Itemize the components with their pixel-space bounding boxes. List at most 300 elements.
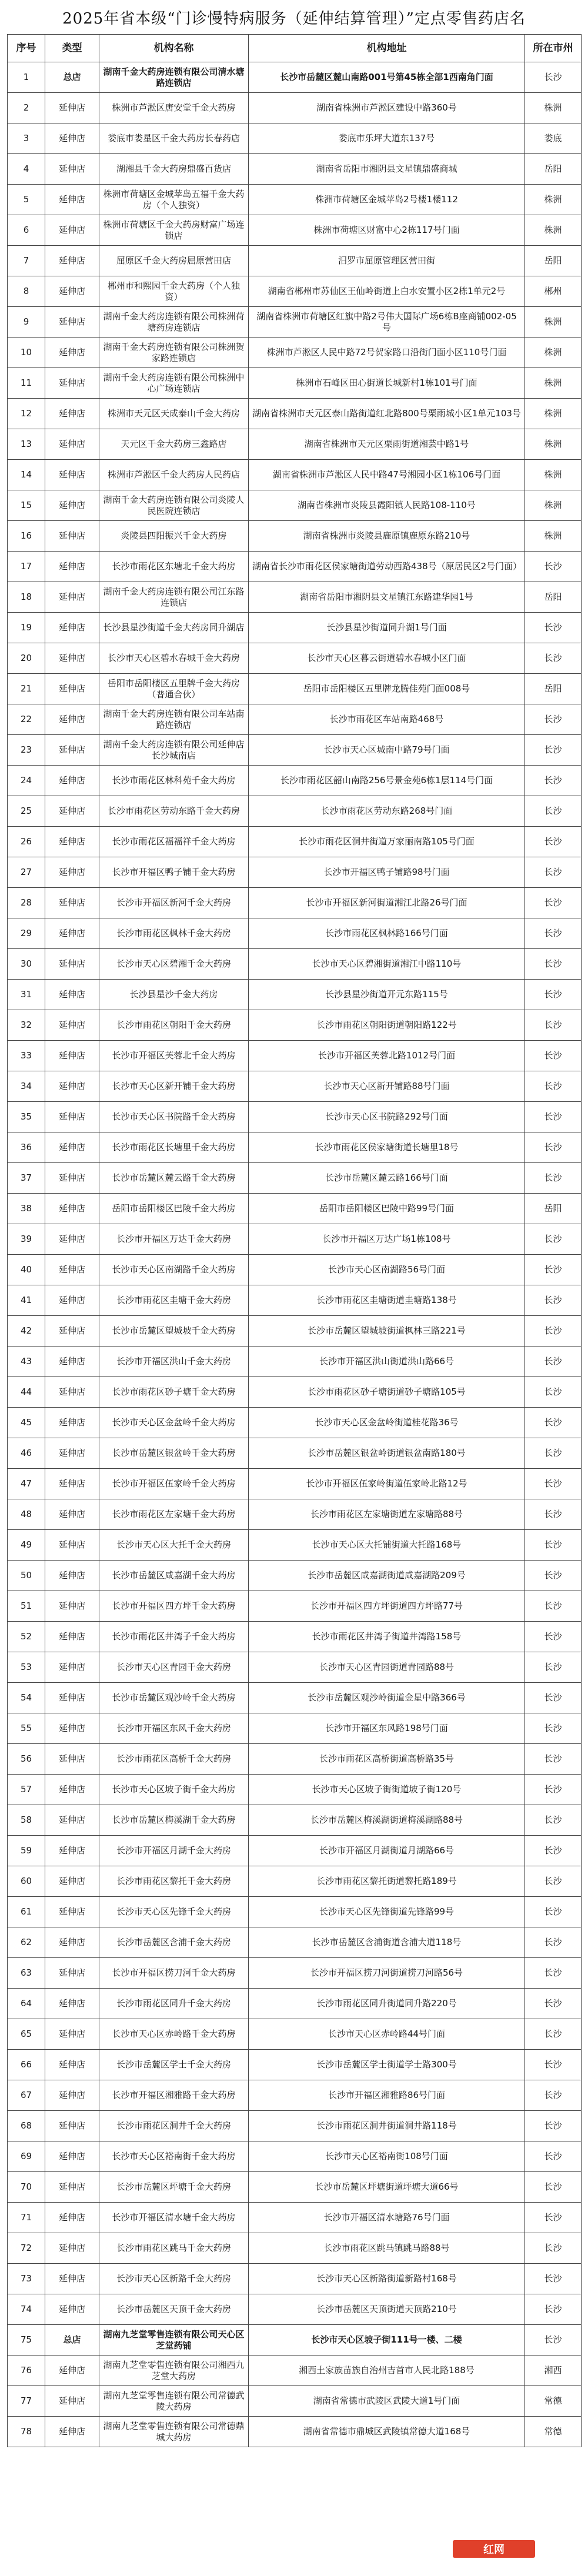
table-row <box>8 368 582 399</box>
row-seq: 66 <box>8 2050 45 2080</box>
row-seq: 27 <box>8 857 45 888</box>
row-type: 延伸店 <box>45 2356 99 2386</box>
row-name: 长沙市开福区洪山千金大药房 <box>99 1347 249 1377</box>
table-row <box>8 1561 582 1591</box>
row-type: 延伸店 <box>45 704 99 735</box>
row-type: 延伸店 <box>45 1927 99 1958</box>
table-row <box>8 521 582 552</box>
row-address: 长沙市雨花区井湾子街道井湾路158号 <box>249 1622 525 1652</box>
row-city: 长沙 <box>525 613 582 643</box>
row-seq: 78 <box>8 2417 45 2447</box>
row-address: 长沙市开福区清水塘路76号门面 <box>249 2203 525 2233</box>
row-type: 延伸店 <box>45 1438 99 1469</box>
row-seq: 10 <box>8 338 45 368</box>
row-seq: 43 <box>8 1347 45 1377</box>
row-name: 娄底市娄星区千金大药房长春药店 <box>99 123 249 154</box>
row-seq: 56 <box>8 1744 45 1775</box>
row-address: 长沙市雨花区朝阳街道朝阳路122号 <box>249 1010 525 1041</box>
row-name: 湖南九芝堂零售连锁有限公司湘西九芝堂大药房 <box>99 2356 249 2386</box>
row-address: 湖南省株洲市天元区泰山路街道红北路800号栗雨城小区1单元103号 <box>249 399 525 429</box>
table-row <box>8 1499 582 1530</box>
row-name: 长沙市天心区赤岭路千金大药房 <box>99 2019 249 2050</box>
row-name: 长沙市开福区新河千金大药房 <box>99 888 249 918</box>
row-type: 延伸店 <box>45 1622 99 1652</box>
table-row <box>8 613 582 643</box>
row-address: 长沙市天心区书院路292号门面 <box>249 1102 525 1132</box>
row-city: 长沙 <box>525 552 582 582</box>
row-seq: 4 <box>8 154 45 185</box>
row-name: 湖南千金大药房连锁有限公司株洲荷塘药房连锁店 <box>99 307 249 338</box>
table-row <box>8 827 582 857</box>
table-row <box>8 1744 582 1775</box>
row-city: 长沙 <box>525 1591 582 1622</box>
table-row <box>8 1438 582 1469</box>
row-city: 长沙 <box>525 1255 582 1285</box>
table-row <box>8 796 582 827</box>
row-seq: 21 <box>8 674 45 704</box>
row-city: 长沙 <box>525 1866 582 1897</box>
row-city: 长沙 <box>525 1958 582 1989</box>
row-city: 郴州 <box>525 276 582 307</box>
row-name: 屈原区千金大药房屈原营田店 <box>99 246 249 276</box>
row-type: 延伸店 <box>45 1866 99 1897</box>
row-address: 湖南省常德市武陵区武陵大道1号门面 <box>249 2386 525 2417</box>
row-type: 总店 <box>45 2325 99 2356</box>
row-address: 长沙市雨花区洞井街道万家丽南路105号门面 <box>249 827 525 857</box>
row-address: 长沙市雨花区黎托街道黎托路189号 <box>249 1866 525 1897</box>
row-name: 湖湘县千金大药房鼎盛百货店 <box>99 154 249 185</box>
row-seq: 23 <box>8 735 45 766</box>
row-city: 长沙 <box>525 1347 582 1377</box>
table-row <box>8 1163 582 1194</box>
row-name: 株洲市荷塘区金城苹岛五福千金大药房（个人独资） <box>99 185 249 215</box>
row-type: 延伸店 <box>45 1499 99 1530</box>
row-city: 长沙 <box>525 1377 582 1408</box>
row-address: 长沙市岳麓区咸嘉湖街道咸嘉湖路209号 <box>249 1561 525 1591</box>
row-city: 长沙 <box>525 1469 582 1499</box>
row-city: 长沙 <box>525 1622 582 1652</box>
row-name: 长沙市雨花区福福祥千金大药房 <box>99 827 249 857</box>
row-city: 长沙 <box>525 735 582 766</box>
table-row <box>8 2172 582 2203</box>
row-seq: 41 <box>8 1285 45 1316</box>
row-address: 长沙市岳麓区麓山南路001号第45栋全部1西南角门面 <box>249 62 525 93</box>
row-name: 湖南千金大药房连锁有限公司江东路连锁店 <box>99 582 249 613</box>
table-row <box>8 1622 582 1652</box>
row-city: 长沙 <box>525 1438 582 1469</box>
row-address: 长沙市雨花区洞井街道洞井路118号 <box>249 2111 525 2141</box>
table-row <box>8 307 582 338</box>
row-address: 长沙市开福区四方坪街道四方坪路77号 <box>249 1591 525 1622</box>
row-name: 长沙市开福区四方坪千金大药房 <box>99 1591 249 1622</box>
table-row <box>8 766 582 796</box>
row-address: 长沙市岳麓区银盆岭街道银盆南路180号 <box>249 1438 525 1469</box>
row-name: 长沙县星沙街道千金大药房同升湖店 <box>99 613 249 643</box>
table-row <box>8 154 582 185</box>
row-address: 岳阳市岳阳楼区五里牌龙腾佳苑门面008号 <box>249 674 525 704</box>
row-address: 长沙市雨花区劳动东路268号门面 <box>249 796 525 827</box>
row-type: 延伸店 <box>45 429 99 460</box>
row-seq: 39 <box>8 1224 45 1255</box>
row-seq: 30 <box>8 949 45 980</box>
table-row <box>8 1713 582 1744</box>
row-seq: 1 <box>8 62 45 93</box>
row-type: 延伸店 <box>45 521 99 552</box>
row-address: 长沙市雨花区枫林路166号门面 <box>249 918 525 949</box>
row-address: 长沙市雨花区左家塘街道左家塘路88号 <box>249 1499 525 1530</box>
row-city: 株洲 <box>525 460 582 490</box>
row-address: 长沙市雨花区车站南路468号 <box>249 704 525 735</box>
row-address: 长沙市岳麓区望城坡街道枫林三路221号 <box>249 1316 525 1347</box>
row-city: 株洲 <box>525 93 582 123</box>
row-name: 湖南千金大药房连锁有限公司炎陵人民医院连锁店 <box>99 490 249 521</box>
row-address: 长沙市天心区碧湘街道湘江中路110号 <box>249 949 525 980</box>
row-city: 长沙 <box>525 857 582 888</box>
row-name: 长沙市雨花区黎托千金大药房 <box>99 1866 249 1897</box>
table-row <box>8 1866 582 1897</box>
row-name: 长沙市天心区新开铺千金大药房 <box>99 1071 249 1102</box>
row-name: 长沙市雨花区朝阳千金大药房 <box>99 1010 249 1041</box>
row-address: 湖南省株洲市炎陵县鹿原镇鹿原东路210号 <box>249 521 525 552</box>
row-city: 长沙 <box>525 1499 582 1530</box>
row-city: 长沙 <box>525 827 582 857</box>
table-row <box>8 276 582 307</box>
table-row <box>8 2294 582 2325</box>
row-type: 延伸店 <box>45 215 99 246</box>
row-address: 长沙市开福区捞刀河街道捞刀河路56号 <box>249 1958 525 1989</box>
table-row <box>8 2203 582 2233</box>
row-type: 总店 <box>45 62 99 93</box>
row-address: 长沙市岳麓区麓云路166号门面 <box>249 1163 525 1194</box>
row-type: 延伸店 <box>45 1958 99 1989</box>
row-address: 长沙市开福区月湖街道月湖路66号 <box>249 1836 525 1866</box>
row-seq: 3 <box>8 123 45 154</box>
row-address: 长沙市开福区万达广场1栋108号 <box>249 1224 525 1255</box>
row-seq: 48 <box>8 1499 45 1530</box>
row-city: 长沙 <box>525 796 582 827</box>
row-seq: 69 <box>8 2141 45 2172</box>
row-type: 延伸店 <box>45 338 99 368</box>
row-city: 娄底 <box>525 123 582 154</box>
row-city: 长沙 <box>525 2111 582 2141</box>
table-row <box>8 1102 582 1132</box>
row-address: 湖南省岳阳市湘阴县文星镇鼎盛商城 <box>249 154 525 185</box>
row-city: 岳阳 <box>525 674 582 704</box>
table-row <box>8 1377 582 1408</box>
row-seq: 70 <box>8 2172 45 2203</box>
row-seq: 72 <box>8 2233 45 2264</box>
row-name: 长沙市雨花区东塘北千金大药房 <box>99 552 249 582</box>
row-type: 延伸店 <box>45 368 99 399</box>
row-type: 延伸店 <box>45 1591 99 1622</box>
row-seq: 6 <box>8 215 45 246</box>
row-address: 长沙市天心区裕南街108号门面 <box>249 2141 525 2172</box>
row-address: 湖南省长沙市雨花区侯家塘街道劳动西路438号（原居民区2号门面） <box>249 552 525 582</box>
row-type: 延伸店 <box>45 123 99 154</box>
row-type: 延伸店 <box>45 2294 99 2325</box>
row-city: 长沙 <box>525 1744 582 1775</box>
table-row <box>8 2233 582 2264</box>
table-row <box>8 2264 582 2294</box>
watermark-logo: 红网 <box>453 2540 535 2558</box>
row-seq: 33 <box>8 1041 45 1071</box>
row-name: 长沙市天心区坡子街千金大药房 <box>99 1775 249 1805</box>
row-city: 长沙 <box>525 1989 582 2019</box>
header-name: 机构名称 <box>99 35 249 62</box>
row-name: 长沙市雨花区高桥千金大药房 <box>99 1744 249 1775</box>
row-type: 延伸店 <box>45 796 99 827</box>
row-name: 长沙市天心区书院路千金大药房 <box>99 1102 249 1132</box>
table-row <box>8 2386 582 2417</box>
row-city: 长沙 <box>525 1408 582 1438</box>
row-city: 岳阳 <box>525 246 582 276</box>
row-city: 长沙 <box>525 1775 582 1805</box>
row-type: 延伸店 <box>45 552 99 582</box>
row-city: 长沙 <box>525 980 582 1010</box>
table-row <box>8 704 582 735</box>
row-type: 延伸店 <box>45 93 99 123</box>
row-type: 延伸店 <box>45 1010 99 1041</box>
row-city: 长沙 <box>525 2050 582 2080</box>
row-name: 长沙市开福区湘雅路千金大药房 <box>99 2080 249 2111</box>
row-address: 湖南省郴州市苏仙区王仙岭街道上白水安置小区2栋1单元2号 <box>249 276 525 307</box>
table-row <box>8 185 582 215</box>
row-city: 长沙 <box>525 1652 582 1683</box>
row-address: 湖南省株洲市天元区栗雨街道湘芸中路1号 <box>249 429 525 460</box>
table-row <box>8 980 582 1010</box>
row-seq: 29 <box>8 918 45 949</box>
row-address: 湖南省常德市鼎城区武陵镇常德大道168号 <box>249 2417 525 2447</box>
row-type: 延伸店 <box>45 154 99 185</box>
row-name: 长沙市天心区新路千金大药房 <box>99 2264 249 2294</box>
row-seq: 67 <box>8 2080 45 2111</box>
row-seq: 37 <box>8 1163 45 1194</box>
row-name: 长沙市开福区万达千金大药房 <box>99 1224 249 1255</box>
row-seq: 54 <box>8 1683 45 1713</box>
row-seq: 19 <box>8 613 45 643</box>
row-type: 延伸店 <box>45 918 99 949</box>
row-seq: 73 <box>8 2264 45 2294</box>
row-address: 株洲市芦淞区人民中路72号贺家路口沿街门面小区110号门面 <box>249 338 525 368</box>
row-address: 长沙市开福区鸭子铺路98号门面 <box>249 857 525 888</box>
row-address: 长沙市开福区洪山街道洪山路66号 <box>249 1347 525 1377</box>
row-seq: 18 <box>8 582 45 613</box>
row-seq: 2 <box>8 93 45 123</box>
row-name: 长沙市雨花区圭塘千金大药房 <box>99 1285 249 1316</box>
row-seq: 5 <box>8 185 45 215</box>
row-type: 延伸店 <box>45 1194 99 1224</box>
row-name: 长沙市开福区伍家岭千金大药房 <box>99 1469 249 1499</box>
row-name: 株洲市荷塘区千金大药房财富广场连锁店 <box>99 215 249 246</box>
table-row <box>8 1316 582 1347</box>
row-seq: 71 <box>8 2203 45 2233</box>
row-address: 长沙县星沙街道开元东路115号 <box>249 980 525 1010</box>
row-seq: 55 <box>8 1713 45 1744</box>
table-row <box>8 246 582 276</box>
table-row <box>8 123 582 154</box>
row-city: 株洲 <box>525 215 582 246</box>
row-type: 延伸店 <box>45 1285 99 1316</box>
row-seq: 59 <box>8 1836 45 1866</box>
row-name: 湖南千金大药房连锁有限公司株洲贺家路连锁店 <box>99 338 249 368</box>
row-name: 天元区千金大药房三鑫路店 <box>99 429 249 460</box>
table-row <box>8 1347 582 1377</box>
row-name: 长沙市开福区鸭子铺千金大药房 <box>99 857 249 888</box>
row-type: 延伸店 <box>45 613 99 643</box>
row-seq: 61 <box>8 1897 45 1927</box>
table-row <box>8 1897 582 1927</box>
row-address: 长沙市天心区大托铺街道大托路168号 <box>249 1530 525 1561</box>
row-type: 延伸店 <box>45 980 99 1010</box>
row-address: 长沙市岳麓区天顶街道天顶路210号 <box>249 2294 525 2325</box>
row-type: 延伸店 <box>45 1041 99 1071</box>
row-name: 长沙市开福区捞刀河千金大药房 <box>99 1958 249 1989</box>
table-row <box>8 1469 582 1499</box>
row-address: 长沙市岳麓区坪塘街道坪塘大道66号 <box>249 2172 525 2203</box>
row-type: 延伸店 <box>45 1469 99 1499</box>
table-row <box>8 460 582 490</box>
row-name: 湖南九芝堂零售连锁有限公司天心区芝堂药铺 <box>99 2325 249 2356</box>
row-city: 长沙 <box>525 888 582 918</box>
table-row <box>8 1805 582 1836</box>
header-seq: 序号 <box>8 35 45 62</box>
row-address: 长沙市岳麓区学士街道学士路300号 <box>249 2050 525 2080</box>
row-address: 长沙市雨花区圭塘街道圭塘路138号 <box>249 1285 525 1316</box>
row-address: 湖南省岳阳市湘阴县文星镇江东路建华园1号 <box>249 582 525 613</box>
row-type: 延伸店 <box>45 2111 99 2141</box>
row-city: 湘西 <box>525 2356 582 2386</box>
row-address: 长沙市雨花区侯家塘街道长塘里18号 <box>249 1132 525 1163</box>
row-seq: 12 <box>8 399 45 429</box>
row-seq: 15 <box>8 490 45 521</box>
table-row <box>8 2080 582 2111</box>
row-seq: 52 <box>8 1622 45 1652</box>
row-seq: 65 <box>8 2019 45 2050</box>
row-name: 长沙市开福区清水塘千金大药房 <box>99 2203 249 2233</box>
row-type: 延伸店 <box>45 1805 99 1836</box>
row-city: 长沙 <box>525 918 582 949</box>
table-row <box>8 1255 582 1285</box>
row-seq: 25 <box>8 796 45 827</box>
row-type: 延伸店 <box>45 2264 99 2294</box>
row-type: 延伸店 <box>45 2141 99 2172</box>
row-type: 延伸店 <box>45 2050 99 2080</box>
row-type: 延伸店 <box>45 1989 99 2019</box>
row-seq: 11 <box>8 368 45 399</box>
row-type: 延伸店 <box>45 490 99 521</box>
row-address: 长沙市天心区城南中路79号门面 <box>249 735 525 766</box>
row-name: 长沙市雨花区跳马千金大药房 <box>99 2233 249 2264</box>
row-type: 延伸店 <box>45 1561 99 1591</box>
row-seq: 68 <box>8 2111 45 2141</box>
row-city: 长沙 <box>525 766 582 796</box>
row-name: 湖南千金大药房连锁有限公司车站南路连锁店 <box>99 704 249 735</box>
table-row <box>8 1071 582 1102</box>
row-address: 长沙市开福区芙蓉北路1012号门面 <box>249 1041 525 1071</box>
row-city: 株洲 <box>525 521 582 552</box>
table-row <box>8 1408 582 1438</box>
row-type: 延伸店 <box>45 399 99 429</box>
row-address: 长沙市雨花区同升街道同升路220号 <box>249 1989 525 2019</box>
row-address: 长沙市开福区新河街道湘江北路26号门面 <box>249 888 525 918</box>
row-address: 长沙市天心区金盆岭街道桂花路36号 <box>249 1408 525 1438</box>
row-city: 长沙 <box>525 1530 582 1561</box>
row-name: 长沙市岳麓区麓云路千金大药房 <box>99 1163 249 1194</box>
row-seq: 76 <box>8 2356 45 2386</box>
row-city: 株洲 <box>525 307 582 338</box>
row-seq: 26 <box>8 827 45 857</box>
row-address: 长沙市雨花区砂子塘街道砂子塘路105号 <box>249 1377 525 1408</box>
row-city: 长沙 <box>525 2080 582 2111</box>
row-seq: 13 <box>8 429 45 460</box>
table-row <box>8 215 582 246</box>
row-type: 延伸店 <box>45 1408 99 1438</box>
row-type: 延伸店 <box>45 2080 99 2111</box>
row-name: 长沙市开福区东风千金大药房 <box>99 1713 249 1744</box>
row-seq: 24 <box>8 766 45 796</box>
row-city: 长沙 <box>525 2233 582 2264</box>
row-type: 延伸店 <box>45 1744 99 1775</box>
row-address: 汨罗市屈原管理区营田街 <box>249 246 525 276</box>
table-row <box>8 1530 582 1561</box>
table-row <box>8 918 582 949</box>
row-address: 长沙市天心区新开铺路88号门面 <box>249 1071 525 1102</box>
row-name: 岳阳市岳阳楼区五里牌千金大药房（普通合伙） <box>99 674 249 704</box>
row-city: 长沙 <box>525 2019 582 2050</box>
row-seq: 31 <box>8 980 45 1010</box>
row-type: 延伸店 <box>45 674 99 704</box>
row-name: 长沙市岳麓区望城坡千金大药房 <box>99 1316 249 1347</box>
row-seq: 49 <box>8 1530 45 1561</box>
row-address: 长沙市天心区青园街道青园路88号 <box>249 1652 525 1683</box>
row-address: 长沙市岳麓区梅溪湖街道梅溪湖路88号 <box>249 1805 525 1836</box>
row-address: 长沙市雨花区跳马镇跳马路88号 <box>249 2233 525 2264</box>
row-name: 长沙市开福区月湖千金大药房 <box>99 1836 249 1866</box>
row-city: 长沙 <box>525 1102 582 1132</box>
row-type: 延伸店 <box>45 949 99 980</box>
row-seq: 9 <box>8 307 45 338</box>
row-type: 延伸店 <box>45 857 99 888</box>
row-seq: 75 <box>8 2325 45 2356</box>
row-address: 长沙市开福区湘雅路86号门面 <box>249 2080 525 2111</box>
row-address: 长沙市开福区伍家岭街道伍家岭北路12号 <box>249 1469 525 1499</box>
row-name: 长沙市岳麓区含浦千金大药房 <box>99 1927 249 1958</box>
row-city: 长沙 <box>525 1010 582 1041</box>
row-name: 长沙市雨花区井湾子千金大药房 <box>99 1622 249 1652</box>
pharmacy-table <box>7 34 582 2447</box>
row-type: 延伸店 <box>45 1102 99 1132</box>
row-city: 株洲 <box>525 429 582 460</box>
row-address: 长沙市天心区坡子街111号一楼、二楼 <box>249 2325 525 2356</box>
row-type: 延伸店 <box>45 735 99 766</box>
row-address: 长沙县星沙街道同升湖1号门面 <box>249 613 525 643</box>
row-city: 长沙 <box>525 1561 582 1591</box>
row-seq: 53 <box>8 1652 45 1683</box>
header-city: 所在市州 <box>525 35 582 62</box>
row-seq: 77 <box>8 2386 45 2417</box>
row-name: 岳阳市岳阳楼区巴陵千金大药房 <box>99 1194 249 1224</box>
row-seq: 17 <box>8 552 45 582</box>
row-city: 岳阳 <box>525 1194 582 1224</box>
row-seq: 40 <box>8 1255 45 1285</box>
row-name: 长沙市天心区碧水春城千金大药房 <box>99 643 249 674</box>
row-city: 长沙 <box>525 2264 582 2294</box>
row-type: 延伸店 <box>45 1652 99 1683</box>
row-seq: 44 <box>8 1377 45 1408</box>
table-row <box>8 1194 582 1224</box>
table-row <box>8 1775 582 1805</box>
row-type: 延伸店 <box>45 1377 99 1408</box>
